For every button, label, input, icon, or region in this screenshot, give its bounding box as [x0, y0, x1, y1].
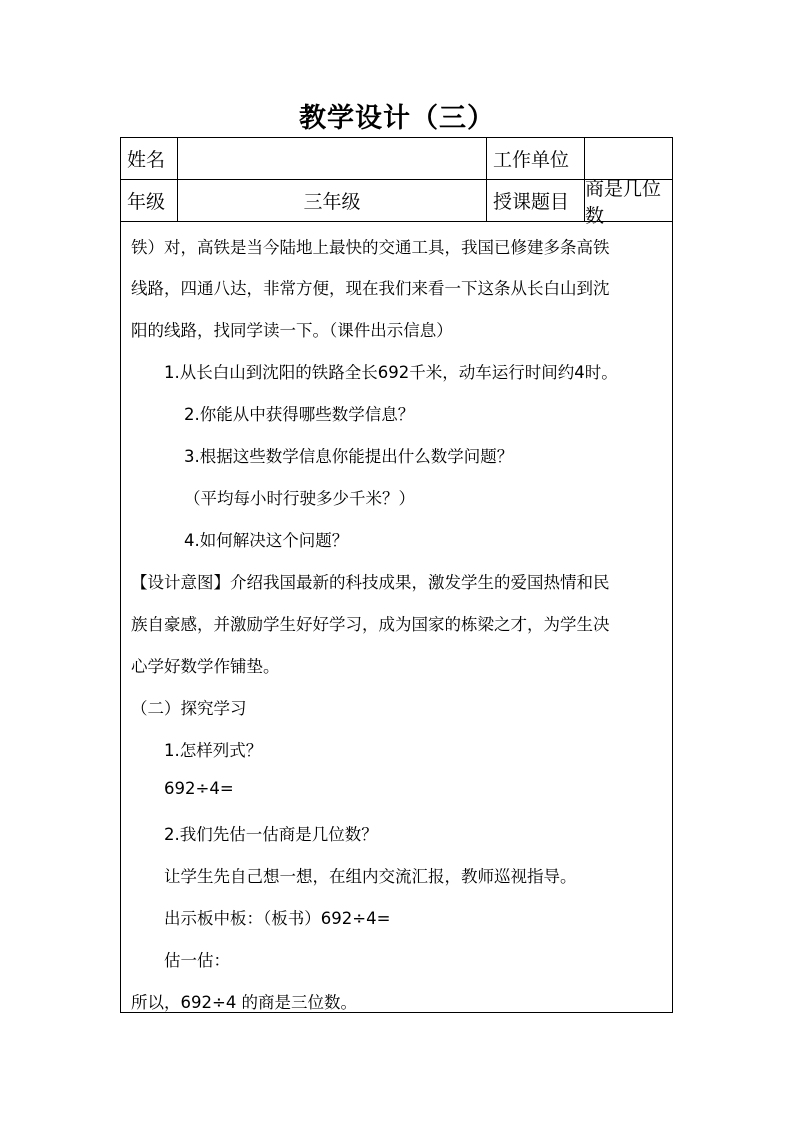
content-line: 2.我们先估一估商是几位数？ — [164, 825, 378, 844]
content-line: 估一估： — [164, 951, 230, 970]
content-line: 1.怎样列式？ — [164, 741, 263, 760]
lesson-content — [121, 222, 672, 1012]
content-line: 1.从长白山到沈阳的铁路全长692千米，动车运行时间约4时。 — [164, 363, 618, 382]
content-line: 692÷4= — [164, 779, 234, 798]
content-line: 3.根据这些数学信息你能提出什么数学问题？ — [184, 447, 514, 466]
content-line: 2.你能从中获得哪些数学信息？ — [184, 405, 415, 424]
content-line: 4.如何解决这个问题？ — [184, 531, 349, 550]
content-line: （平均每小时行驶多少千米？） — [184, 489, 415, 508]
name-value — [178, 138, 487, 179]
content-line: 让学生先自己想一想，在组内交流汇报，教师巡视指导。 — [164, 867, 577, 886]
content-line: 线路，四通八达，非常方便，现在我们来看一下这条从长白山到沈 — [131, 279, 610, 298]
unit-label: 工作单位 — [487, 138, 585, 179]
content-line: 族自豪感，并激励学生好好学习，成为国家的栋梁之才，为学生决 — [131, 615, 610, 634]
lesson-plan-table — [120, 137, 673, 1013]
design-intent-line: 【设计意图】介绍我国最新的科技成果，激发学生的爱国热情和民 — [131, 573, 610, 592]
name-label: 姓名 — [121, 138, 178, 179]
grade-value: 三年级 — [178, 180, 487, 221]
content-line: 心学好数学作铺垫。 — [131, 657, 280, 676]
content-line: 阳的线路，找同学读一下。（课件出示信息） — [131, 321, 453, 340]
topic-label: 授课题目 — [487, 180, 585, 221]
content-line: 铁）对，高铁是当今陆地上最快的交通工具，我国已修建多条高铁 — [131, 238, 610, 257]
grade-label: 年级 — [121, 180, 178, 221]
header-row-grade — [121, 177, 672, 227]
page-title: 教学设计（三） — [299, 103, 495, 134]
content-line: 出示板中板：（板书）692÷4= — [164, 909, 391, 928]
section-heading: （二）探究学习 — [131, 699, 247, 718]
content-line: 所以，692÷4 的商是三位数。 — [131, 993, 358, 1012]
topic-value: 商是几位数 — [585, 177, 662, 227]
